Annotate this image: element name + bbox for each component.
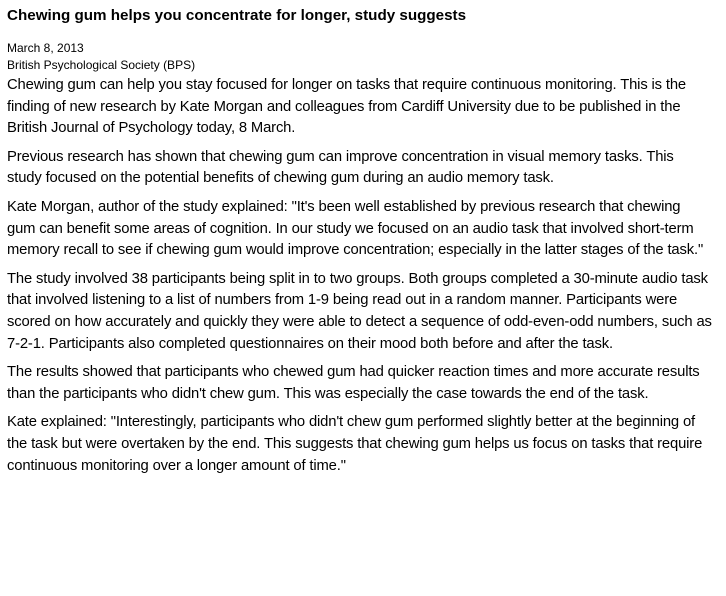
article-paragraph: The study involved 38 participants being split in to two groups. Both groups completed a 30-minute audio task that involved listening to a list of numbers from 1-9 being read out in a random manner. Participants were scored on how accurately and quickly they were able to detect a sequence of odd-even-odd numbers, such as 7-2-1. Participants also completed questionnaires on their mood both before and after the task.: [7, 270, 712, 352]
article-paragraph: Previous research has shown that chewing gum can improve concentration in visual memory tasks. This study focused on the potential benefits of chewing gum during an audio memory task.: [7, 148, 674, 187]
article-paragraph: The results showed that participants who chewed gum had quicker reaction times and more accurate results than the participants who didn't chew gum. This was especially the case towards the end of the task.: [7, 364, 700, 402]
article-paragraph: Kate Morgan, author of the study explained: "It's been well established by previous research that chewing gum can benefit some areas of cognition. In our study we focused on an audio task that involved short-term memory recall to see if chewing gum would improve concentration; especially in the latter stages of the task.": [7, 198, 704, 259]
article-source: British Psychological Society (BPS): [7, 58, 196, 72]
article-paragraph: Chewing gum can help you stay focused for longer on tasks that require continuous monitoring. This is the finding of new research by Kate Morgan and colleagues from Cardiff University due to be published in the British Journal of Psychology today, 8 March.: [7, 77, 686, 137]
article-headline: Chewing gum helps you concentrate for longer, study suggests: [7, 7, 467, 24]
article-body: [7, 75, 712, 477]
article-paragraph: Kate explained: "Interestingly, participants who didn't chew gum performed slightly better at the beginning of the task but were overtaken by the end. This suggests that chewing gum helps us focus on tasks that require continuous monitoring over a longer amount of time.": [7, 414, 703, 474]
article-date: March 8, 2013: [7, 41, 84, 55]
